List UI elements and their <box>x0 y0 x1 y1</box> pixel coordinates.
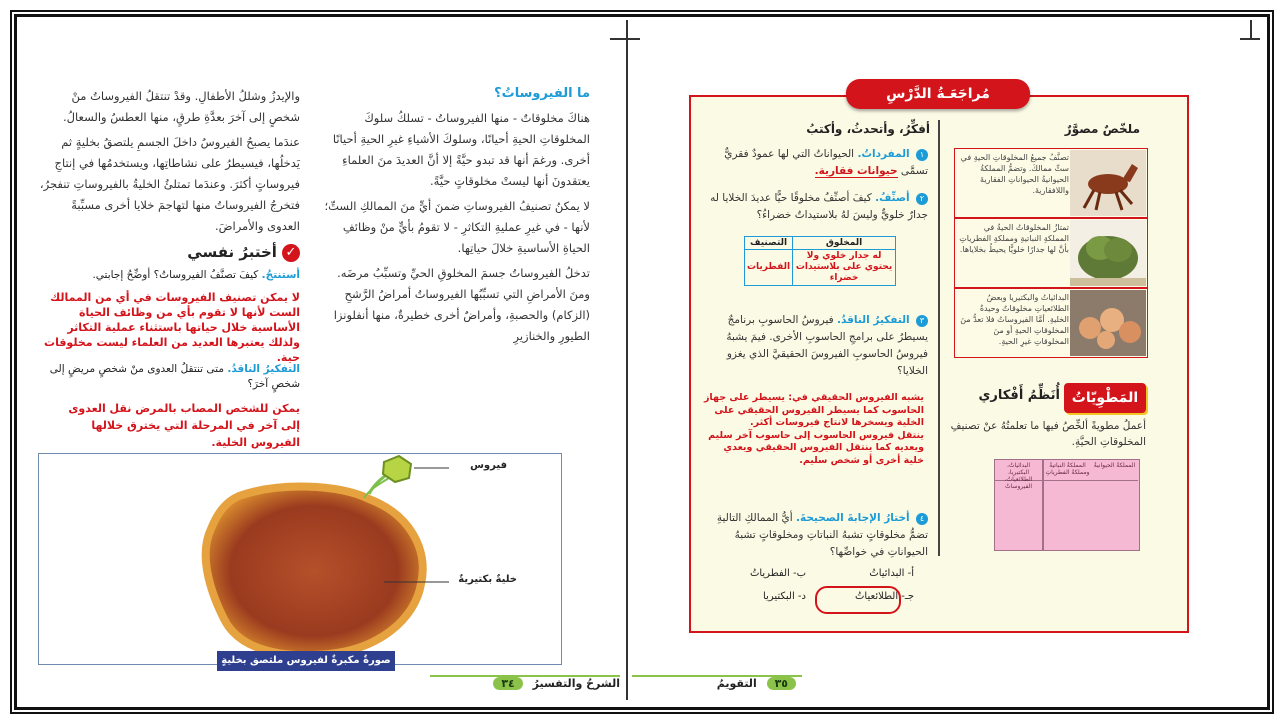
left-page-column-left <box>38 86 300 241</box>
figure-caption: صورةٌ مكبرةٌ لفيروس ملتصق بخليةٍ بكتيريةٍ <box>217 651 395 671</box>
foldable-illustration <box>994 459 1140 551</box>
foldable-column <box>1043 460 1091 550</box>
self-test-q2 <box>38 362 300 392</box>
q1-text: كيفَ تصنَّفُ الفيروساتُ؟ أوضِّحُ إجابتي. <box>92 269 259 281</box>
self-test-q1 <box>38 268 300 283</box>
q1-label: المفرداتُ. <box>857 148 910 160</box>
mushrooms-image <box>1070 290 1146 356</box>
self-test-heading <box>150 242 300 262</box>
q2-answer: يمكن للشخص المصاب بالمرض نقل العدوى إلى آخر في المرحلة التي يخترق خلالها الفيروس الخلية. <box>68 402 300 449</box>
footer-label: الشرحُ والتفسيرُ <box>532 677 620 690</box>
table-cell: له جدار خلوي ولا يحتوي على بلاستيدات خضراء <box>793 250 896 286</box>
q1-label: أستنتجُ. <box>261 269 300 281</box>
paragraph: تدخلُ الفيروساتُ جسمَ المخلوقِ الحيِّ وتسبِّبُ مرضَه. ومنَ الأمراضِ التي تسبِّبُها الفيروساتُ أمراضُ الرَّشحِ (الزكام) والحصبةِ، وأمراضٌ أخرى خطيرةٌ، منها أنفلونزا الطيورِ والخنازيرِ <box>333 266 590 343</box>
q3-text: فيروسُ الحاسوبِ برنامجٌ يسيطرُ على برامجِ الحاسوبِ الأخرى. فيمَ يشبهُ فيروسُ الحاسوبِ الفيروسَ الحقيقيَّ الذي يغزو الخلايا؟ <box>726 314 928 377</box>
horse-image <box>1070 150 1146 216</box>
bacterial-cell <box>206 487 423 656</box>
summary-row <box>954 148 1148 218</box>
q1-answer: لا يمكن تصنيف الفيروسات في أي من الممالك الست لأنها لا تقوم بأي من وظائف الحياة الأساسية خلال حياتها باستثناء عملية التكاثر ولذلك يعتبرها العديد من العلماء ليست مخلوقات حية. <box>44 291 300 364</box>
paragraph: عندَما يصبحُ الفيروسُ داخلَ الجسمِ يلتصقُ بخليةٍ ثم يَدخلُها، فيسيطرُ على نشاطاتِها، ويستخدمُها في إنتاجِ فيروساتٍ أكثرَ. وعندَما تمتلئُ الخليةُ بالفيروساتِ تنفجرُ، فتخرجُ الفيروساتُ منها لتهاجمَ خلايا أخرى مسبِّبةً العدوى والأمراضَ. <box>39 135 300 233</box>
foldable-column <box>1091 460 1138 550</box>
paragraph: هناكَ مخلوقاتٌ - منها الفيروساتُ - تسلكُ سلوكَ المخلوقاتِ الحيةِ أحيانًا، وسلوكَ الأشياءِ غيرِ الحيةِ أحيانًا أخرى. ورغمَ أنها قد تبدو حيَّةً إلا أنَّ العديدَ منَ العلماءِ يعتقدونَ أنها ليستْ مخلوقاتٍ حيَّةً. <box>332 111 590 188</box>
label-bacterial-cell: خليةٌ بكتيريةٌ <box>458 574 517 585</box>
q1-answer: حيوانات فقارية. <box>814 165 898 177</box>
footer-label: التقويمُ <box>716 677 757 690</box>
review-q2 <box>700 190 928 224</box>
summary-row <box>954 218 1148 288</box>
virus-figure <box>38 453 562 665</box>
table-cell: الفطريات <box>745 250 793 286</box>
review-q3 <box>700 312 928 380</box>
paragraph: والإيدزُ وشللُ الأطفالِ. وقدْ تنتقلُ الفيروساتُ منْ شخصٍ إلى آخرَ بعدَّةِ طرقٍ، منها العطسُ والسعالُ. <box>63 89 300 124</box>
foldable-column-header: المملكةُ النباتيةُ ومملكةُ الفطرياتِ <box>1044 460 1091 481</box>
checkmark-icon: ✓ <box>282 244 300 262</box>
foldables-badge: المَطْوِيّاتُ <box>1064 383 1146 413</box>
q3-label: التفكيرُ الناقدُ. <box>836 314 910 326</box>
summary-text: تصنَّفُ جميعُ المخلوقاتِ الحيةِ في ستِّ ممالكَ. وتضمُّ المملكةُ الحيوانيةُ الحيواناتِ الفقاريةَ واللافقاريةَ. <box>960 153 1069 195</box>
q2-text: كيفَ أصنِّفُ مخلوقًا حيًّا عديدَ الخلايا له جدارٌ خلويٌّ وليسَ لهُ بلاستيداتٌ خضراءُ؟ <box>710 192 928 221</box>
q1-text: الحيواناتُ التي لها عمودٌ فقريٌّ تسمَّى <box>724 148 928 177</box>
table-header: التصنيف <box>745 237 793 250</box>
q2-text: متى تنتقلُ العدوى منْ شخصٍ مريضٍ إلى شخصٍ آخرَ؟ <box>49 363 300 390</box>
paragraph: لا يمكنُ تصنيفُ الفيروساتِ ضمنَ أيٍّ منَ الممالكِ الستِّ؛ لأنها - في غيرِ عمليةِ التكاثرِ - لا تقومُ بأيٍّ منْ وظائفِ الحياةِ الأساسيةِ خلالَ حياتِها. <box>324 199 590 255</box>
summary-row <box>954 288 1148 358</box>
foldables-text: أعملُ مطويةً ألخِّصُ فيها ما تعلمتُهُ عنْ تصنيفِ المخلوقاتِ الحيَّةِ. <box>950 420 1146 448</box>
foldables-title: أُنَظِّمُ أَفْكاري <box>978 388 1060 403</box>
q3-answer <box>700 392 924 467</box>
foldable-column <box>995 460 1043 550</box>
option-d: د- البكتيريا <box>763 591 806 602</box>
crop-mark <box>610 38 640 40</box>
question-number: ٣ <box>916 315 928 327</box>
lesson-review-banner: مُراجَعَـةُ الدَّرْسِ <box>846 79 1030 109</box>
option-a: أ- البدائياتُ <box>869 568 914 579</box>
summary-title: ملخّصٌ مصوَّرٌ <box>1064 122 1140 136</box>
bacterial-cell-illustration <box>39 454 561 664</box>
selected-option-circle <box>815 586 901 614</box>
foldable-column-header: البدائياتُ، البكتيريا، الطلائعياتُ، الفيروساتُ <box>995 460 1042 481</box>
summary-text: تمتازُ المخلوقاتُ الحيةُ في المملكةِ النباتيةِ ومملكةِ الفطرياتِ بأنَّ لها جدارًا خلويًّا يحيطُ بخلاياها. <box>959 223 1069 254</box>
review-q4 <box>700 510 928 561</box>
section-heading: ما الفيروساتُ؟ <box>494 86 590 101</box>
q3-answer-part: ينتقل فيروس الحاسوب إلى حاسوب آخر سليم ويعديه كما ينتقل الفيروس الحقيقي ويعدي خلية أخرى أو شخص سليم. <box>708 429 924 466</box>
book-spine <box>626 20 628 700</box>
question-number: ٢ <box>916 193 928 205</box>
think-title: أفكِّرُ، وأتحدثُ، وأكتبُ <box>806 122 930 136</box>
left-page-column-right <box>318 108 590 351</box>
page-number: ٣٤ <box>493 677 522 690</box>
self-test-title: أختبرُ نفسي <box>187 243 277 261</box>
option-b: ب- الفطرياتُ <box>749 568 806 579</box>
right-footer <box>632 675 802 695</box>
table-header: المخلوق <box>793 237 896 250</box>
question-number: ١ <box>916 149 928 161</box>
review-q1 <box>700 146 928 180</box>
summary-text: البدائياتُ والبكتيريا وبعضُ الطلائعياتِ مخلوقاتٌ وحيدةُ الخليةِ. أمَّا الفيروساتُ فلا تعدُّ منَ المخلوقاتِ الحيةِ أو منَ المخلوقاتِ غيرِ الحيةِ. <box>960 293 1069 346</box>
q4-text: أيُّ الممالكِ التاليةِ تضمُّ مخلوقاتٍ تشبهُ النباتاتِ ومخلوقاتٍ تشبهُ الحيواناتِ في خواصِّها؟ <box>716 512 928 558</box>
label-virus: فيروس <box>470 460 507 471</box>
q3-answer-part: يشبه الفيروس الحقيقي في: يسيطر على جهاز الحاسوب كما يسيطر الفيروس الحقيقي على الخلية ويسخرها لانتاج فيروسات أكثر. <box>703 392 924 428</box>
option-c: جـ- الطلائعياتُ <box>855 591 914 602</box>
crop-mark <box>1250 20 1252 40</box>
q2-label: التفكيرُ الناقدُ. <box>227 363 300 375</box>
question-number: ٤ <box>916 513 928 525</box>
classification-table <box>744 236 896 286</box>
foldable-column-header: المملكةُ الحيوانيةُ <box>1091 460 1138 481</box>
left-footer <box>430 675 620 695</box>
page-number: ٣٥ <box>767 677 796 690</box>
q4-label: أختارُ الإجابةَ الصحيحةَ. <box>796 512 910 524</box>
shrub-image <box>1070 220 1146 286</box>
q2-label: أصنِّفُ. <box>875 192 910 204</box>
column-divider <box>938 120 940 556</box>
